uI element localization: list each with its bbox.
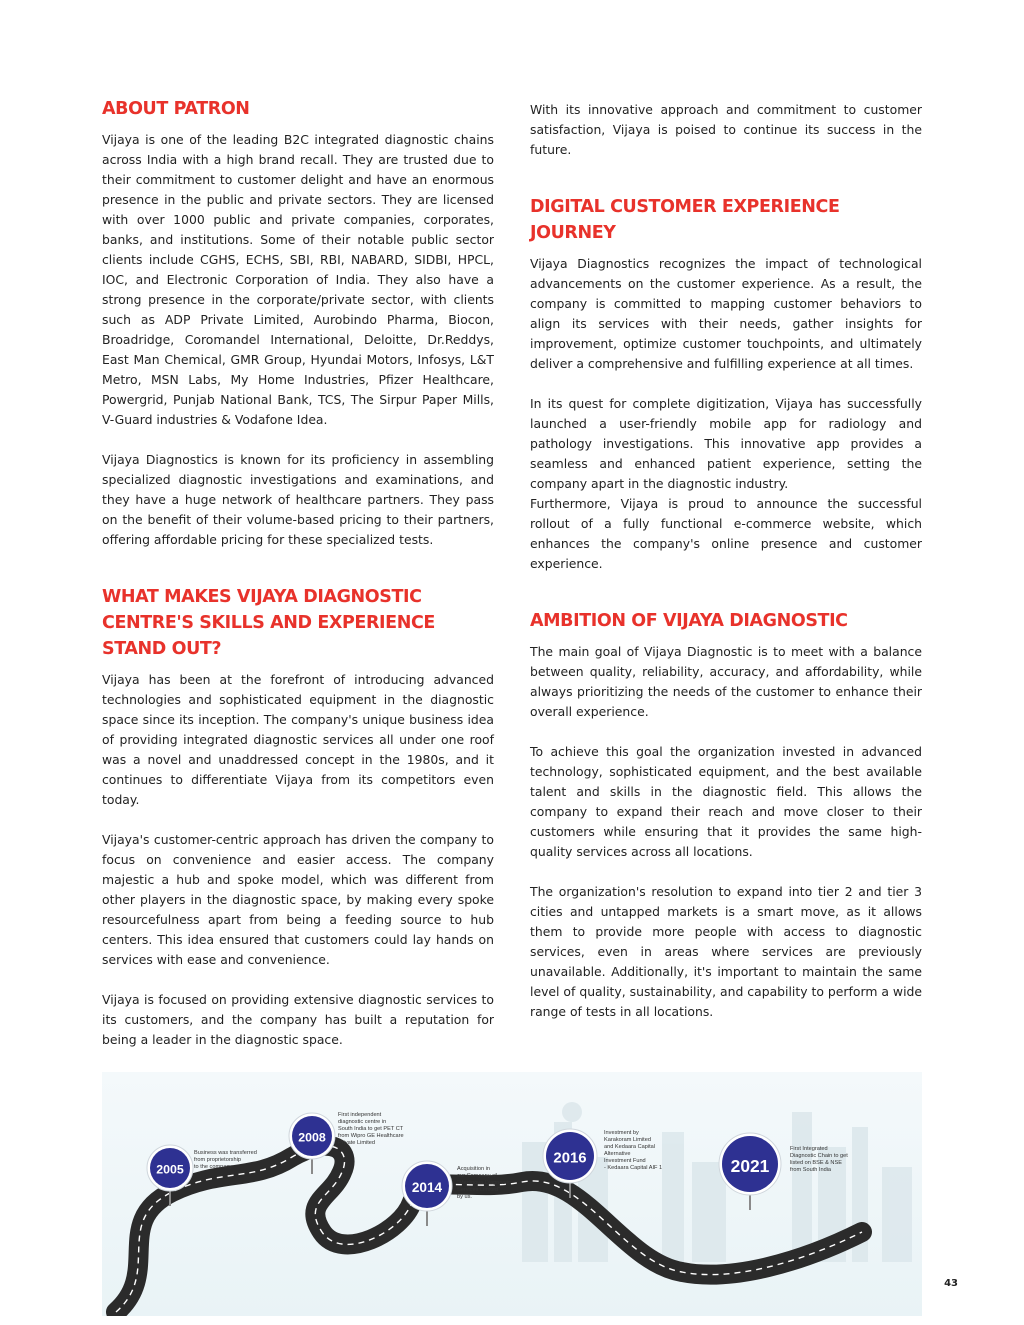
milestone-timeline-graphic [102, 1072, 922, 1316]
milestone-year: 2005 [156, 1162, 184, 1177]
milestone-description: First Integrated Diagnostic Chain to get listed on BSE & NSE from South India [790, 1146, 848, 1173]
what-makes-paragraph-1: Vijaya has been at the forefront of introducing advanced technologies and sophisticated equipment in the diagnostic space since its inception. The company's unique business idea of providing integrated diagnostic services all under one roof was a novel and unaddressed concept in the 1980s, and it continues to differentiate Vijaya from its competitors even today. [102, 672, 494, 807]
right-column [530, 96, 922, 1022]
digital-paragraph-1: Vijaya Diagnostics recognizes the impact of technological advancements on the customer experience. As a result, the company is committed to mapping customer behaviors to align its services with their needs, gather insights for improvement, optimize customer touchpoints, and ultimately deliver a comprehensive and fulfilling experience at all times. [530, 256, 922, 371]
what-makes-heading: WHAT MAKES VIJAYA DIAGNOSTIC CENTRE'S SKILLS AND EXPERIENCE STAND OUT? [102, 587, 435, 659]
milestone-description: Investment by Karakoram Limited and Kedaara Capital Alternative Investment Fund - Kedaara Capital AIF 1 [604, 1130, 663, 1171]
what-makes-paragraph-3: Vijaya is focused on providing extensive diagnostic services to its customers, and the company has built a reputation for being a leader in the diagnostic space. [102, 992, 494, 1047]
milestone-description: Business was transferred from proprietorship to the company [194, 1150, 257, 1170]
digital-heading: DIGITAL CUSTOMER EXPERIENCE JOURNEY [530, 197, 840, 243]
milestone-description: First independent diagnostic centre in South India to get PET CT from Wipro GE Healthcare Private Limited [338, 1112, 404, 1146]
about-heading: ABOUT PATRON [102, 99, 250, 119]
left-column [102, 96, 494, 1050]
milestone-year: 2016 [553, 1150, 587, 1167]
timeline-svg [102, 1072, 922, 1316]
page-number: 43 [944, 1278, 958, 1289]
milestone-year: 2014 [411, 1180, 443, 1196]
milestone-description: Acquisition in our Company of "Medinova Diagnostic Services Limited" by us. [457, 1166, 511, 1200]
what-makes-paragraph-2: Vijaya's customer-centric approach has driven the company to focus on convenience and easier access. The company majestic a hub and spoke model, which was different from other players in the diagnostic space, by making every spoke resourcefulness apart from being a feeding source to hub centers. This idea ensured that customers could lay hands on services with ease and convenience. [102, 832, 494, 967]
ambition-heading: AMBITION OF VIJAYA DIAGNOSTIC [530, 611, 848, 631]
digital-paragraph-3: Furthermore, Vijaya is proud to announce the successful rollout of a fully functional e-commerce website, which enhances the company's online presence and customer experience. [530, 496, 922, 571]
ambition-paragraph-3: The organization's resolution to expand into tier 2 and tier 3 cities and untapped markets is a smart move, as it allows them to provide more people with access to diagnostic services, even in areas where services are previously unavailable. Additionally, it's important to maintain the same level of quality, sustainability, and capability to perform a wide range of tests in all locations. [530, 884, 922, 1019]
intro-paragraph: With its innovative approach and commitment to customer satisfaction, Vijaya is poised to continue its success in the future. [530, 102, 922, 157]
ambition-paragraph-1: The main goal of Vijaya Diagnostic is to meet with a balance between quality, reliability, accuracy, and affordability, while always prioritizing the needs of the customer to enhance their overall experience. [530, 644, 922, 719]
about-paragraph-1: Vijaya is one of the leading B2C integrated diagnostic chains across India with a high brand recall. They are trusted due to their commitment to customer delight and have an enormous presence in the public and private sectors. They are licensed with over 1000 public and private companies, corporates, banks, and institutions. Some of their notable public sector clients include CGHS, ECHS, SBI, RBI, NABARD, SIDBI, HPCL, IOC, and Electronic Corporation of India. They also have a strong presence in the corporate/private sector, with clients such as ADP Private Limited, Aurobindo Pharma, Biocon, Broadridge, Coromandel International, Deloitte, Dr.Reddys, East Man Chemical, GMR Group, Hyundai Motors, Infosys, L&T Metro, MSN Labs, My Home Industries, Pfizer Healthcare, Powergrid, Punjab National Bank, TCS, The Sirpur Paper Mills, V-Guard industries & Vodafone Idea. [102, 132, 494, 427]
ambition-paragraph-2: To achieve this goal the organization invested in advanced technology, sophisticated equipment, and the best available talent and skills in the diagnostic field. This allows the company to expand their reach and move closer to their customers while ensuring that it provides the same high-quality services across all locations. [530, 744, 922, 859]
about-paragraph-2: Vijaya Diagnostics is known for its proficiency in assembling specialized diagnostic investigations and examinations, and they have a huge network of healthcare partners. They pass on the benefit of their volume-based pricing to their partners, offering affordable pricing for these specialized tests. [102, 452, 494, 547]
milestone-year: 2008 [298, 1130, 326, 1145]
digital-paragraph-2: In its quest for complete digitization, Vijaya has successfully launched a user-friendly mobile app for radiology and pathology investigations. This innovative app provides a seamless and enhanced patient experience, setting the company apart in the diagnostic industry. [530, 396, 922, 491]
milestone-year: 2021 [730, 1155, 770, 1176]
